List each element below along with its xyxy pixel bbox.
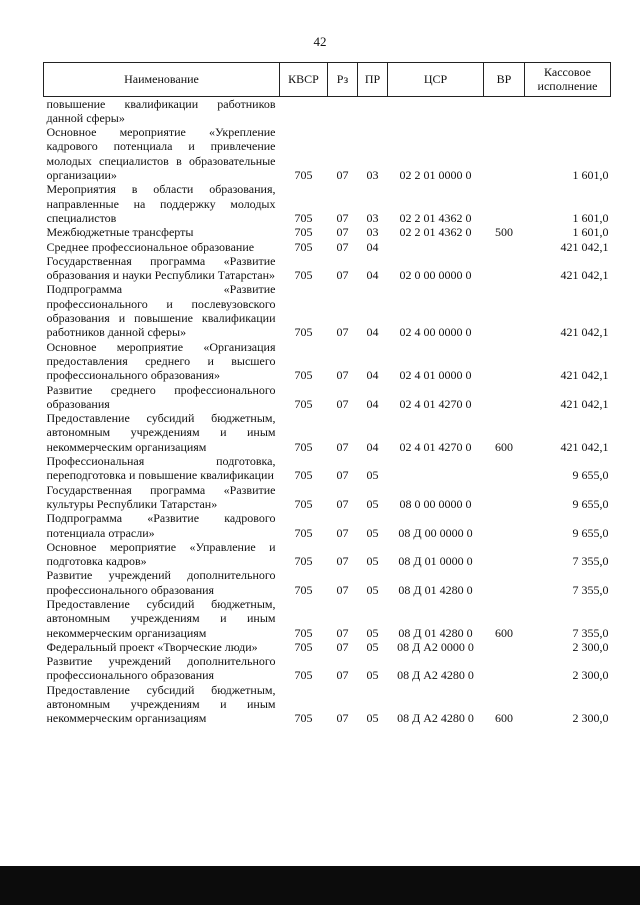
- cell-csr: 02 4 01 4270 0: [399, 396, 472, 411]
- cell-kvsr: 705: [294, 554, 313, 569]
- cell-name: Развитие учреждений дополнительного профессионального образования: [46, 654, 276, 683]
- cell-vr: [484, 383, 525, 412]
- cell-sum: 421 042,1: [560, 396, 609, 411]
- cell-csr: 08 Д 01 0000 0: [398, 554, 473, 569]
- cell-vr: [484, 654, 525, 683]
- cell-name: Подпрограмма «Развитие профессионального и послевузовского образования и повышение квалификации работников данной сферы»: [46, 282, 276, 340]
- cell-pr: [358, 96, 388, 125]
- cell-name: Развитие среднего профессионального образования: [46, 382, 276, 411]
- cell-csr: 08 Д 01 4280 0: [398, 582, 473, 597]
- table-row: [44, 568, 611, 597]
- cell-vr: [484, 96, 525, 125]
- cell-name: Государственная программа «Развитие образования и науки Республики Татарстан»: [46, 253, 276, 283]
- cell-pr: 05: [366, 582, 379, 597]
- table-row: [44, 654, 611, 683]
- cell-kvsr: 705: [294, 625, 313, 640]
- cell-sum: 7 355,0: [572, 582, 609, 597]
- cell-vr: 600: [495, 711, 513, 726]
- cell-name: Федеральный проект «Творческие люди»: [46, 639, 258, 654]
- cell-csr: [388, 454, 484, 483]
- table-header: [44, 63, 611, 97]
- cell-kvsr: 705: [294, 168, 313, 183]
- cell-kvsr: [280, 96, 328, 125]
- cell-pr: 04: [366, 268, 379, 283]
- cell-csr: 02 0 00 0000 0: [399, 268, 472, 283]
- cell-csr: 02 2 01 4362 0: [399, 225, 472, 240]
- cell-kvsr: 705: [294, 468, 313, 483]
- cell-name: Предоставление субсидий бюджетным, автономным учреждениям и иным некоммерческим организациям: [46, 682, 276, 726]
- cell-sum: 1 601,0: [572, 225, 609, 240]
- cell-csr: 02 4 01 0000 0: [399, 368, 472, 383]
- cell-csr: [388, 96, 484, 125]
- cell-sum: 2 300,0: [572, 639, 609, 654]
- cell-kvsr: 705: [294, 239, 313, 254]
- table-row: [44, 182, 611, 225]
- cell-vr: [484, 340, 525, 383]
- table-row: [44, 483, 611, 512]
- cell-pr: 04: [366, 396, 379, 411]
- cell-vr: [484, 511, 525, 540]
- cell-pr: 03: [366, 210, 379, 225]
- cell-sum: 421 042,1: [560, 325, 609, 340]
- cell-sum: 421 042,1: [560, 268, 609, 283]
- cell-sum: 421 042,1: [560, 439, 609, 454]
- cell-name: Основное мероприятие «Управление и подготовка кадров»: [46, 539, 276, 569]
- cell-pr: 05: [366, 625, 379, 640]
- cell-pr: 04: [366, 439, 379, 454]
- cell-name: Среднее профессиональное образование: [46, 239, 255, 254]
- cell-rz: 07: [336, 325, 349, 340]
- cell-rz: 07: [336, 625, 349, 640]
- cell-csr: 08 Д А2 4280 0: [397, 711, 474, 726]
- cell-rz: 07: [336, 582, 349, 597]
- table-row: [44, 597, 611, 640]
- cell-vr: 600: [495, 625, 513, 640]
- cell-rz: 07: [336, 468, 349, 483]
- table-row: [44, 340, 611, 383]
- cell-rz: 07: [336, 525, 349, 540]
- cell-vr: [484, 483, 525, 512]
- cell-pr: 04: [366, 325, 379, 340]
- cell-vr: 500: [495, 225, 513, 240]
- cell-rz: 07: [336, 439, 349, 454]
- cell-name: Подпрограмма «Развитие кадрового потенциала отрасли»: [46, 511, 276, 540]
- cell-kvsr: 705: [294, 225, 313, 240]
- cell-name: Развитие учреждений дополнительного профессионального образования: [46, 568, 276, 597]
- cell-pr: 05: [366, 668, 379, 683]
- cell-vr: [484, 282, 525, 339]
- budget-table: [43, 62, 611, 726]
- cell-kvsr: 705: [294, 496, 313, 511]
- cell-csr: 02 4 00 0000 0: [399, 325, 472, 340]
- cell-kvsr: 705: [294, 525, 313, 540]
- cell-sum: 1 601,0: [572, 210, 609, 225]
- cell-vr: 600: [495, 439, 513, 454]
- cell-sum: 9 655,0: [572, 525, 609, 540]
- table-row: [44, 540, 611, 569]
- cell-sum: 9 655,0: [572, 468, 609, 483]
- header-csr: ЦСР: [388, 63, 484, 97]
- cell-kvsr: 705: [294, 711, 313, 726]
- cell-pr: 05: [366, 496, 379, 511]
- cell-vr: [484, 454, 525, 483]
- cell-pr: 05: [366, 554, 379, 569]
- cell-sum: 7 355,0: [572, 554, 609, 569]
- cell-kvsr: 705: [294, 639, 313, 654]
- cell-name: повышение квалификации работников данной сферы»: [46, 96, 276, 125]
- cell-pr: 05: [366, 468, 379, 483]
- cell-csr: 08 Д 01 4280 0: [398, 625, 473, 640]
- cell-csr: [388, 240, 484, 254]
- table-body: [44, 96, 611, 726]
- cell-pr: 04: [366, 239, 379, 254]
- cell-kvsr: 705: [294, 325, 313, 340]
- cell-pr: 05: [366, 525, 379, 540]
- cell-name: Основное мероприятие «Укрепление кадрового потенциала и привлечение молодых специалистов в образовательные организации»: [46, 125, 276, 183]
- cell-kvsr: 705: [294, 439, 313, 454]
- header-pr: ПР: [358, 63, 388, 97]
- scan-bottom-border: [0, 866, 640, 905]
- cell-vr: [484, 568, 525, 597]
- cell-pr: 05: [366, 639, 379, 654]
- cell-pr: 03: [366, 225, 379, 240]
- cell-csr: 08 Д А2 0000 0: [397, 639, 474, 654]
- cell-rz: 07: [336, 268, 349, 283]
- cell-kvsr: 705: [294, 368, 313, 383]
- cell-sum: 9 655,0: [572, 496, 609, 511]
- cell-name: Мероприятия в области образования, направленные на поддержку молодых специалистов: [46, 182, 276, 225]
- page-number: 42: [313, 34, 327, 49]
- cell-sum: 7 355,0: [572, 625, 609, 640]
- cell-vr: [484, 240, 525, 254]
- cell-rz: 07: [336, 368, 349, 383]
- table-row: [44, 411, 611, 454]
- cell-rz: [328, 96, 358, 125]
- cell-pr: 05: [366, 711, 379, 726]
- cell-kvsr: 705: [294, 668, 313, 683]
- cell-name: Государственная программа «Развитие культуры Республики Татарстан»: [46, 482, 276, 511]
- cell-pr: 03: [366, 168, 379, 183]
- cell-name: Профессиональная подготовка, переподготовка и повышение квалификации: [46, 454, 276, 483]
- cell-kvsr: 705: [294, 268, 313, 283]
- cell-sum: 2 300,0: [572, 668, 609, 683]
- header-vr: ВР: [484, 63, 525, 97]
- cell-csr: 02 2 01 0000 0: [399, 168, 472, 183]
- header-rz: Рз: [328, 63, 358, 97]
- table-row: [44, 640, 611, 654]
- header-kvsr: КВСР: [280, 63, 328, 97]
- cell-sum: 1 601,0: [572, 168, 609, 183]
- cell-rz: 07: [336, 639, 349, 654]
- cell-vr: [484, 125, 525, 182]
- cell-rz: 07: [336, 225, 349, 240]
- cell-csr: 02 4 01 4270 0: [399, 439, 472, 454]
- cell-csr: 08 0 00 0000 0: [399, 496, 472, 511]
- cell-name: Межбюджетные трансферты: [46, 225, 194, 240]
- cell-kvsr: 705: [294, 396, 313, 411]
- cell-rz: 07: [336, 496, 349, 511]
- table-row: [44, 254, 611, 283]
- cell-rz: 07: [336, 554, 349, 569]
- cell-name: Основное мероприятие «Организация предоставления среднего и высшего профессионального образования»: [46, 339, 276, 383]
- header-sum: Кассовое исполнение: [525, 63, 611, 97]
- cell-rz: 07: [336, 711, 349, 726]
- cell-rz: 07: [336, 668, 349, 683]
- cell-sum: 2 300,0: [572, 711, 609, 726]
- cell-vr: [484, 540, 525, 569]
- table-row: [44, 125, 611, 182]
- cell-csr: 08 Д 00 0000 0: [398, 525, 473, 540]
- cell-rz: 07: [336, 210, 349, 225]
- table-row: [44, 454, 611, 483]
- cell-pr: 04: [366, 368, 379, 383]
- cell-name: Предоставление субсидий бюджетным, автономным учреждениям и иным некоммерческим организациям: [46, 596, 276, 640]
- table-row: [44, 383, 611, 412]
- table-row: [44, 511, 611, 540]
- table-row: [44, 683, 611, 726]
- cell-vr: [484, 182, 525, 225]
- cell-csr: 02 2 01 4362 0: [399, 210, 472, 225]
- cell-rz: 07: [336, 239, 349, 254]
- header-name: Наименование: [44, 63, 280, 97]
- cell-csr: 08 Д А2 4280 0: [397, 668, 474, 683]
- cell-vr: [484, 640, 525, 654]
- cell-sum: 421 042,1: [560, 368, 609, 383]
- cell-kvsr: 705: [294, 210, 313, 225]
- cell-kvsr: 705: [294, 582, 313, 597]
- cell-rz: 07: [336, 168, 349, 183]
- table-row: [44, 240, 611, 254]
- cell-vr: [484, 254, 525, 283]
- cell-rz: 07: [336, 396, 349, 411]
- table-row: [44, 282, 611, 339]
- cell-name: Предоставление субсидий бюджетным, автономным учреждениям и иным некоммерческим организациям: [46, 411, 276, 454]
- table-row: [44, 225, 611, 239]
- cell-sum: 421 042,1: [560, 239, 609, 254]
- table-row: [44, 96, 611, 125]
- cell-sum: [525, 96, 611, 125]
